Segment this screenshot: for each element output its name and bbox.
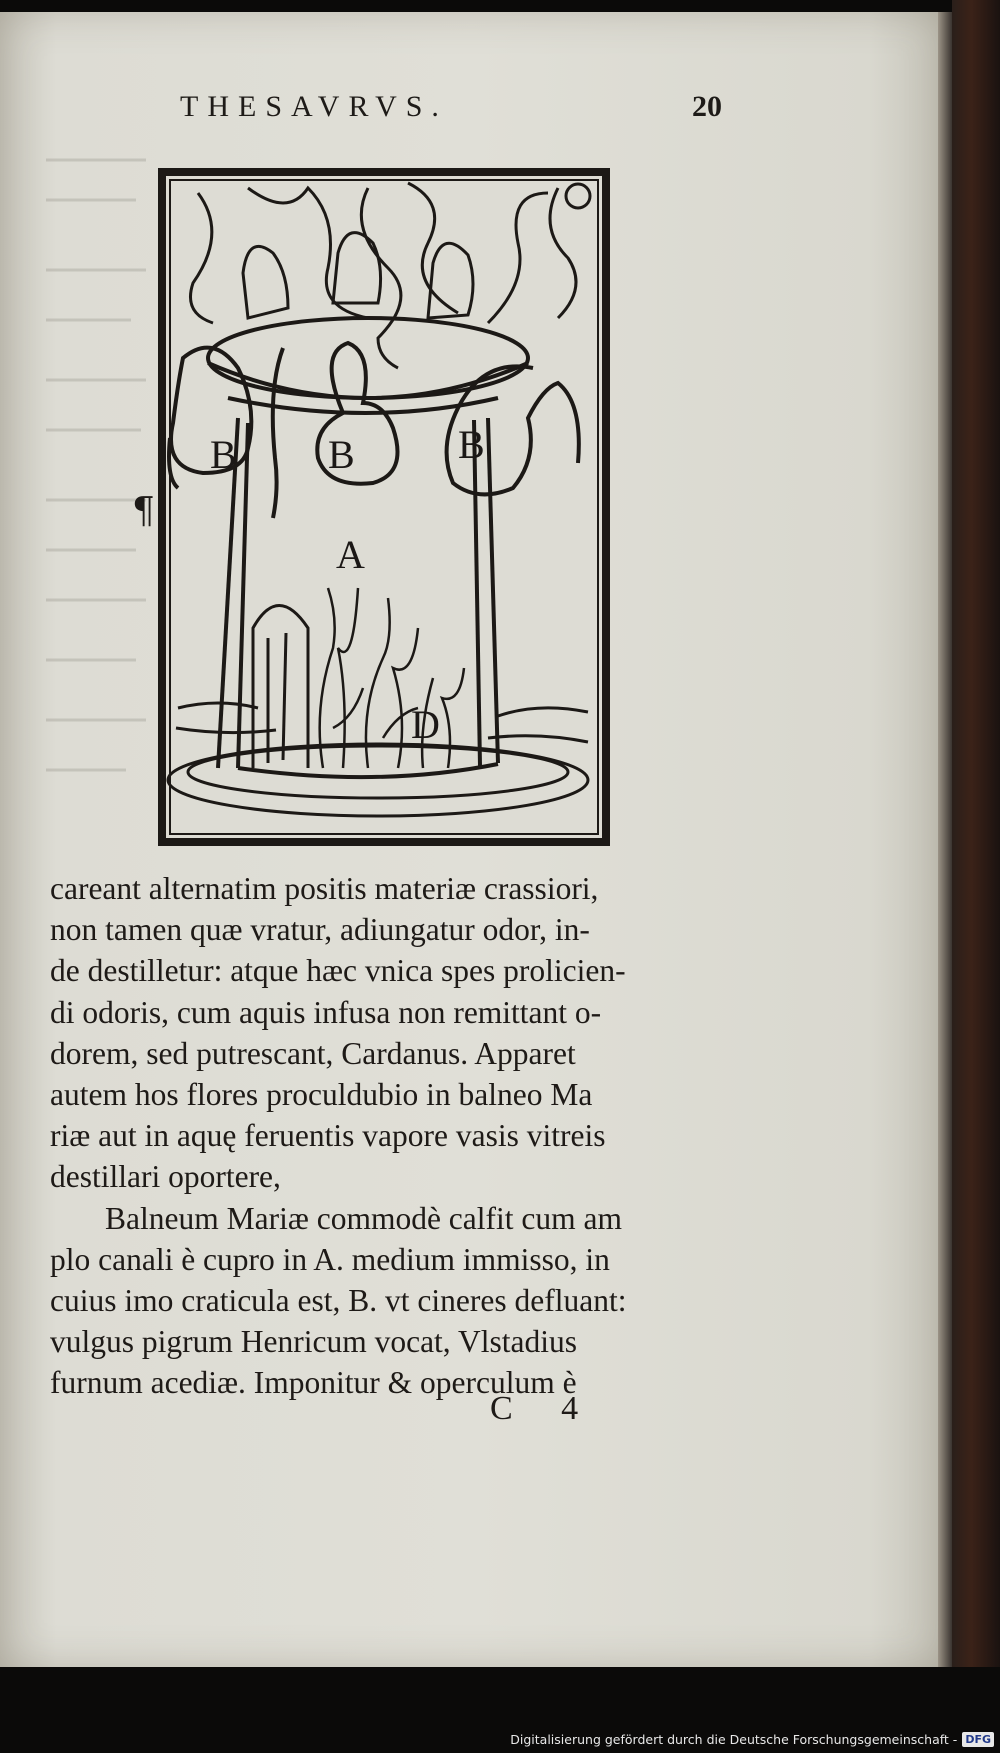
text-line: di odoris, cum aquis infusa non remittant o-	[50, 994, 602, 1030]
digitization-credit	[510, 1729, 994, 1749]
woodcut-illustration	[158, 168, 610, 846]
main-text-block	[50, 868, 730, 1403]
text-line: autem hos flores proculdubio in balneo Ma	[50, 1076, 593, 1112]
text-line: careant alternatim positis materiæ crassiori,	[50, 871, 599, 906]
credit-text: Digitalisierung gefördert durch die Deutsche Forschungsgemeinschaft -	[510, 1731, 958, 1747]
text-line: de destilletur: atque hæc vnica spes prolicien-	[50, 953, 626, 989]
text-line: cuius imo craticula est, B. vt cineres defluant:	[50, 1282, 627, 1318]
balneum-mariae-woodcut	[158, 168, 610, 846]
text-line: Balneum Mariæ commodè calfit cum am	[105, 1200, 622, 1236]
text-line: plo canali è cupro in A. medium immisso, in	[50, 1241, 610, 1277]
running-head-title: THESAVRVS.	[180, 90, 448, 123]
signature-mark: C 4	[490, 1390, 599, 1427]
label-b-left: B	[210, 432, 237, 477]
text-line: furnum acediæ. Imponitur & operculum è	[50, 1365, 577, 1401]
text-line: vulgus pigrum Henricum vocat, Vlstadius	[50, 1324, 577, 1360]
page-number: 20	[692, 90, 722, 123]
text-line: riæ aut in aquę feruentis vapore vasis vitreis	[50, 1118, 606, 1154]
dfg-logo: DFG	[962, 1732, 994, 1747]
text-line: non tamen quæ vratur, adiungatur odor, in-	[50, 912, 590, 948]
page-edge	[938, 12, 952, 1667]
label-d: D	[411, 702, 440, 747]
binding-edge	[952, 0, 1000, 1753]
text-line: destillari oportere,	[50, 1159, 281, 1195]
label-a: A	[336, 532, 365, 577]
label-b-center: B	[328, 432, 355, 477]
running-header	[180, 90, 740, 130]
pilcrow-mark: ¶	[132, 491, 155, 532]
show-through-text	[36, 120, 156, 820]
label-b-right: B	[458, 422, 485, 467]
text-line: dorem, sed putrescant, Cardanus. Apparet	[50, 1035, 576, 1071]
